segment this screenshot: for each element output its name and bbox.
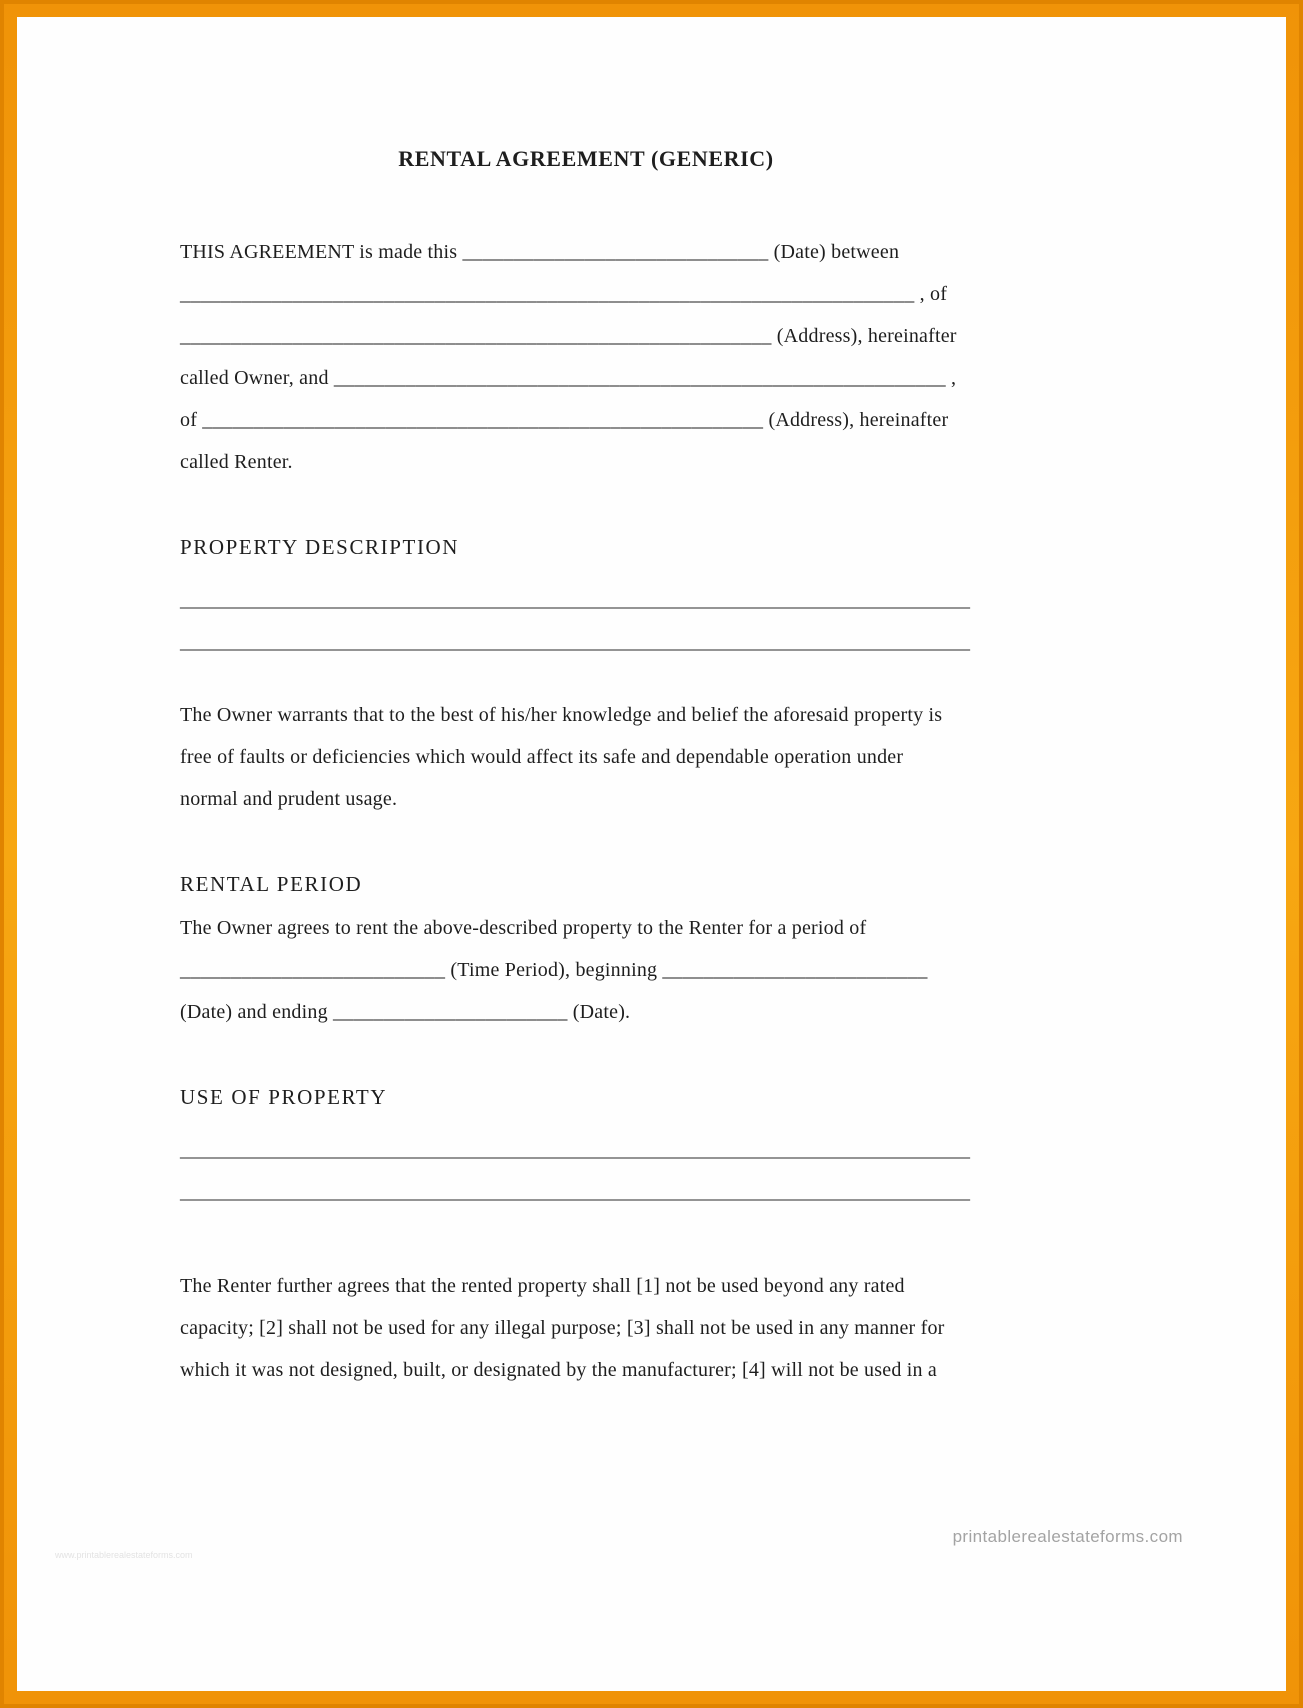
intro-line: called Owner, and ____________________________________________________________ ,	[180, 367, 957, 389]
renter-terms-line: which it was not designed, built, or designated by the manufacturer; [4] will not be used in a	[180, 1359, 937, 1381]
document-page	[17, 17, 1286, 1691]
rental-period-heading: RENTAL PERIOD	[180, 872, 363, 896]
intro-paragraph	[180, 231, 992, 483]
warranty-line: normal and prudent usage.	[180, 788, 398, 810]
intro-line: THIS AGREEMENT is made this ______________________________ (Date) between	[180, 241, 900, 263]
renter-terms-paragraph	[180, 1265, 992, 1391]
warranty-paragraph	[180, 694, 992, 820]
property-description-heading: PROPERTY DESCRIPTION	[180, 535, 460, 559]
use-of-property-blanks	[180, 1129, 992, 1213]
intro-line: ________________________________________________________________________ , of	[180, 283, 948, 305]
document-title: RENTAL AGREEMENT (GENERIC)	[398, 146, 774, 171]
fill-in-blank-line: _______________________________________________________________________________	[180, 589, 970, 611]
rental-period-line: The Owner agrees to rent the above-described property to the Renter for a period of	[180, 917, 867, 939]
use-of-property-heading: USE OF PROPERTY	[180, 1085, 388, 1109]
property-description-blanks	[180, 579, 992, 663]
fill-in-blank-line: _______________________________________________________________________________	[180, 1181, 970, 1203]
fill-in-blank-line: _______________________________________________________________________________	[180, 631, 970, 653]
renter-terms-line: The Renter further agrees that the rented property shall [1] not be used beyond any rated	[180, 1275, 905, 1297]
rental-period-line: (Date) and ending _______________________ (Date).	[180, 1001, 631, 1023]
footer-site-text: printablerealestateforms.com	[952, 1527, 1183, 1546]
document-content	[180, 17, 992, 1391]
fill-in-blank-line: _______________________________________________________________________________	[180, 1139, 970, 1161]
warranty-line: The Owner warrants that to the best of his/her knowledge and belief the aforesaid property is	[180, 704, 943, 726]
renter-terms-line: capacity; [2] shall not be used for any illegal purpose; [3] shall not be used in any manner for	[180, 1317, 945, 1339]
intro-line: of _______________________________________________________ (Address), hereinafter	[180, 409, 949, 431]
rental-period-line: __________________________ (Time Period), beginning __________________________	[180, 959, 928, 981]
warranty-line: free of faults or deficiencies which would affect its safe and dependable operation under	[180, 746, 904, 768]
intro-line: called Renter.	[180, 451, 293, 473]
rental-period-paragraph	[180, 907, 992, 1033]
intro-line: __________________________________________________________ (Address), hereinafter	[180, 325, 957, 347]
watermark-text: www.printablerealestateforms.com	[55, 1550, 193, 1560]
